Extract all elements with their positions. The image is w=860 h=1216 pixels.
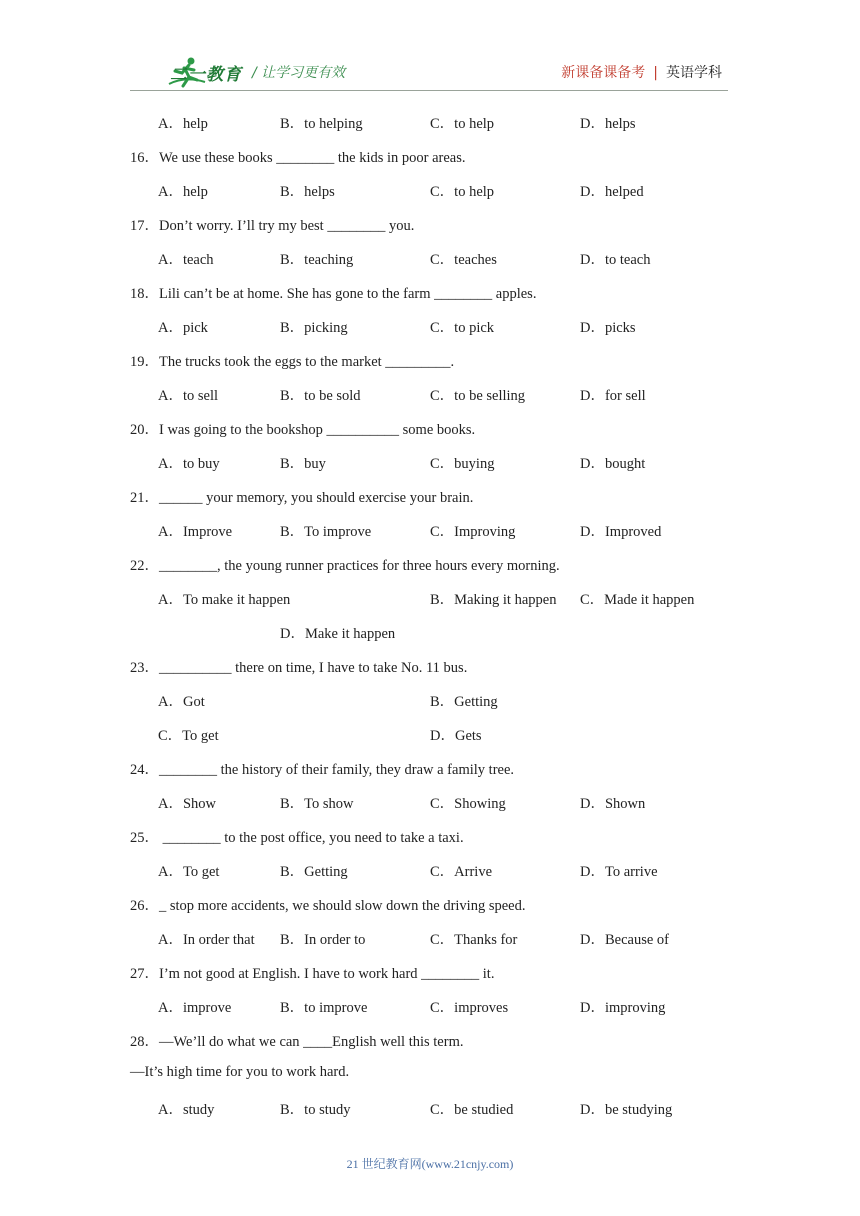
option-b: B．buy xyxy=(280,456,326,472)
option-c: C．Showing xyxy=(430,796,506,812)
option-d: D．Shown xyxy=(580,796,646,812)
option-c: C．improves xyxy=(430,1000,509,1016)
option-a: A．improve xyxy=(158,1000,232,1016)
option-d: D．Gets xyxy=(430,728,482,744)
option-a: A．to sell xyxy=(158,388,219,404)
option-c: C．to be selling xyxy=(430,388,526,404)
option-c: C．Thanks for xyxy=(430,932,518,948)
question-stem: 27．I’m not good at English. I have to work hard ________ it. xyxy=(130,966,495,982)
question-stem: 26．_ stop more accidents, we should slow down the driving speed. xyxy=(130,898,526,914)
question-stem: 28．—We’ll do what we can ____English well this term. xyxy=(130,1034,464,1050)
option-b: B．helps xyxy=(280,184,335,200)
option-c: C．to help xyxy=(430,116,495,132)
option-b: B．teaching xyxy=(280,252,354,268)
option-b: B．to study xyxy=(280,1102,351,1118)
option-a: A．help xyxy=(158,116,208,132)
header-right xyxy=(561,62,722,82)
option-a: A．pick xyxy=(158,320,208,336)
option-c: C．Arrive xyxy=(430,864,493,880)
question-stem: 17．Don’t worry. I’ll try my best ________ you. xyxy=(130,218,415,234)
option-c: C．be studied xyxy=(430,1102,514,1118)
option-a: A．To make it happen xyxy=(158,592,291,608)
option-d: D．improving xyxy=(580,1000,666,1016)
option-b: B．Getting xyxy=(280,864,348,880)
option-b: B．In order to xyxy=(280,932,366,948)
option-c: C．Made it happen xyxy=(580,592,695,608)
question-stem: 24．________ the history of their family, they draw a family tree. xyxy=(130,762,515,778)
option-c: C．teaches xyxy=(430,252,497,268)
option-d: D．Because of xyxy=(580,932,669,948)
options-row xyxy=(280,622,395,643)
option-d: D．for sell xyxy=(580,388,646,404)
logo-text: 二一教育 xyxy=(170,65,242,85)
option-d: D．be studying xyxy=(580,1102,673,1118)
option-a: A．Improve xyxy=(158,524,233,540)
option-b: B．to improve xyxy=(280,1000,368,1016)
option-b: B．To show xyxy=(280,796,354,812)
option-a: A．to buy xyxy=(158,456,220,472)
option-c: C．Improving xyxy=(430,524,516,540)
page-footer: 21 世纪教育网(www.21cnjy.com) xyxy=(346,1157,514,1171)
subject-label: 英语学科 xyxy=(666,65,722,81)
option-a: A．teach xyxy=(158,252,214,268)
question-stem: 23．__________ there on time, I have to take No. 11 bus. xyxy=(130,660,468,676)
option-a: A．Show xyxy=(158,796,217,812)
question-stem: 25． ________ to the post office, you need to take a taxi. xyxy=(130,830,464,846)
option-a: A．In order that xyxy=(158,932,255,948)
question-stem: 22．________, the young runner practices for three hours every morning. xyxy=(130,558,560,574)
slogan: / 让学习更有效 xyxy=(252,65,346,81)
header-divider xyxy=(130,90,728,91)
option-b: B．Getting xyxy=(430,694,498,710)
option-a: A．To get xyxy=(158,864,220,880)
option-d: D．To arrive xyxy=(580,864,658,880)
question-stem-reply: —It’s high time for you to work hard. xyxy=(130,1064,350,1080)
option-b: B．picking xyxy=(280,320,348,336)
page-header xyxy=(0,0,860,100)
option-a: A．Got xyxy=(158,694,205,710)
option-d: D．Improved xyxy=(580,524,662,540)
option-b: B．Making it happen xyxy=(430,592,557,608)
option-b: B．to be sold xyxy=(280,388,361,404)
option-d: D．to teach xyxy=(580,252,651,268)
option-c: C．buying xyxy=(430,456,495,472)
option-d: D．helped xyxy=(580,184,644,200)
option-c: C．to pick xyxy=(430,320,495,336)
option-d: D．picks xyxy=(580,320,636,336)
option-c: C．to help xyxy=(430,184,495,200)
option-c: C．To get xyxy=(158,728,219,744)
option-d: D．helps xyxy=(580,116,636,132)
question-stem: 19．The trucks took the eggs to the market _________. xyxy=(130,354,455,370)
question-stem: 18．Lili can’t be at home. She has gone to the farm ________ apples. xyxy=(130,286,537,302)
question-stem: 16．We use these books ________ the kids in poor areas. xyxy=(130,150,466,166)
option-d: D．Make it happen xyxy=(280,626,396,642)
option-a: A．study xyxy=(158,1102,215,1118)
course-label: 新课备课备考 xyxy=(561,65,646,81)
question-stem: 21．______ your memory, you should exercise your brain. xyxy=(130,490,474,506)
option-a: A．help xyxy=(158,184,208,200)
header-separator: | xyxy=(653,65,658,81)
option-b: B．to helping xyxy=(280,116,363,132)
option-d: D．bought xyxy=(580,456,646,472)
option-b: B．To improve xyxy=(280,524,372,540)
question-stem: 20．I was going to the bookshop __________ some books. xyxy=(130,422,476,438)
